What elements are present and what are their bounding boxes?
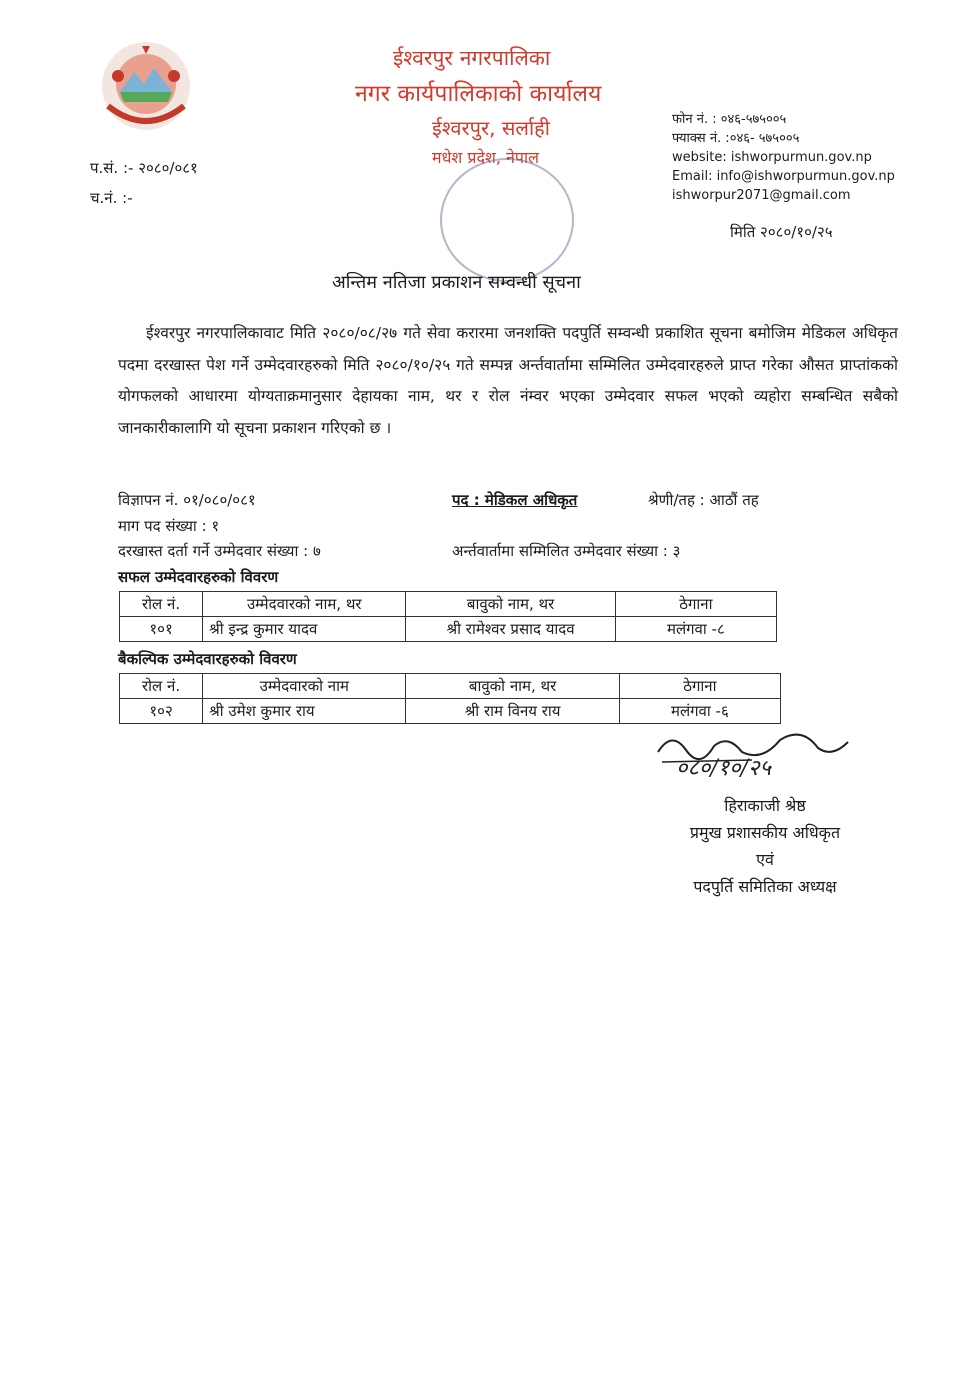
table-header-row	[120, 592, 777, 617]
cell-candidate: श्री इन्द्र कुमार यादव	[203, 617, 406, 642]
phone-number: फोन नं. : ०४६-५७५००५	[672, 112, 787, 127]
applicant-count: दरखास्त दर्ता गर्ने उम्मेदवार संख्या : ७	[118, 542, 321, 560]
header-address: ठेगाना	[619, 674, 780, 699]
signatory-block	[660, 792, 870, 900]
header-roll: रोल नं.	[120, 592, 203, 617]
notice-title: अन्तिम नतिजा प्रकाशन सम्वन्धी सूचना	[332, 272, 581, 293]
office-province: मधेश प्रदेश, नेपाल	[432, 148, 539, 167]
cell-father: श्री रामेश्वर प्रसाद यादव	[406, 617, 615, 642]
notice-body: ईश्वरपुर नगरपालिकावाट मिति २०८०/०८/२७ गते सेवा करारमा जनशक्ति पदपुर्ति सम्वन्धी प्रकाशित सूचना बमोजिम मेडिकल अधिकृत पदमा दरखास्त पेश गर्ने उम्मेदवारहरुको मिति २०८०/१०/२५ गते सम्पन्न अर्न्तवार्तामा सम्मिलित उम्मेदवारहरुले प्राप्त गरेका औसत प्राप्तांकको योगफलको आधारमा योग्यताक्रमानुसार देहायका नाम, थर र रोल नंम्वर भएका उम्मेदवार सफल भएको व्यहोरा सम्बन्धित सबैको जानकारीकालागि यो सूचना प्रकाशन गरिएको छ ।	[118, 324, 898, 437]
cell-address: मलंगवा -६	[619, 699, 780, 724]
demand-count: माग पद संख्या : १	[118, 517, 220, 535]
website-link[interactable]: website: ishworpurmun.gov.np	[672, 150, 872, 165]
office-stamp	[440, 158, 574, 282]
header-candidate: उम्मेदवारको नाम, थर	[203, 592, 406, 617]
successful-table	[119, 591, 777, 642]
header-address: ठेगाना	[615, 592, 776, 617]
successful-heading: सफल उम्मेदवारहरुको विवरण	[118, 568, 279, 586]
signature-date: ०८०/१०/२५	[676, 756, 771, 781]
cell-roll: १०२	[120, 699, 203, 724]
cell-father: श्री राम विनय राय	[406, 699, 619, 724]
nepal-emblem-logo	[98, 40, 194, 132]
reference-number: प.सं. :- २०८०/०८१	[90, 159, 198, 177]
alternate-heading: बैकल्पिक उम्मेदवारहरुको विवरण	[118, 650, 297, 668]
alternate-table	[119, 673, 781, 724]
office-subtitle: नगर कार्यपालिकाको कार्यालय	[355, 81, 602, 107]
signatory-name: हिराकाजी श्रेष्ठ	[724, 796, 806, 815]
table-row	[120, 617, 777, 642]
cell-address: मलंगवा -८	[615, 617, 776, 642]
table-row	[120, 699, 781, 724]
header-father: बावुको नाम, थर	[406, 674, 619, 699]
header-roll: रोल नं.	[120, 674, 203, 699]
table-header-row	[120, 674, 781, 699]
email-secondary-link[interactable]: ishworpur2071@gmail.com	[672, 188, 851, 203]
header-father: बावुको नाम, थर	[406, 592, 615, 617]
header-candidate: उम्मेदवारको नाम	[203, 674, 406, 699]
issue-date: मिति २०८०/१०/२५	[730, 223, 833, 241]
interview-count: अर्न्तवार्तामा सम्मिलित उम्मेदवार संख्या : ३	[452, 542, 681, 560]
office-location: ईश्वरपुर, सर्लाही	[432, 116, 550, 140]
fax-number: फ्याक्स नं. :०४६- ५७५००५	[672, 131, 800, 146]
post-name: पद : मेडिकल अधिकृत	[452, 491, 578, 509]
email-link[interactable]: Email: info@ishworpurmun.gov.np	[672, 169, 895, 184]
office-name: ईश्वरपुर नगरपालिका	[393, 46, 551, 70]
cell-roll: १०१	[120, 617, 203, 642]
cell-candidate: श्री उमेश कुमार राय	[203, 699, 406, 724]
advert-number: विज्ञापन नं. ०१/०८०/०८१	[118, 491, 256, 509]
post-level: श्रेणी/तह : आठौं तह	[648, 491, 759, 509]
dispatch-number: च.नं. :-	[90, 189, 133, 207]
signatory-title: प्रमुख प्रशासकीय अधिकृत	[689, 823, 841, 842]
contact-block	[672, 110, 895, 205]
signatory-conjunction: एवं	[756, 850, 774, 869]
signatory-committee: पदपुर्ति समितिका अध्यक्ष	[693, 877, 837, 896]
